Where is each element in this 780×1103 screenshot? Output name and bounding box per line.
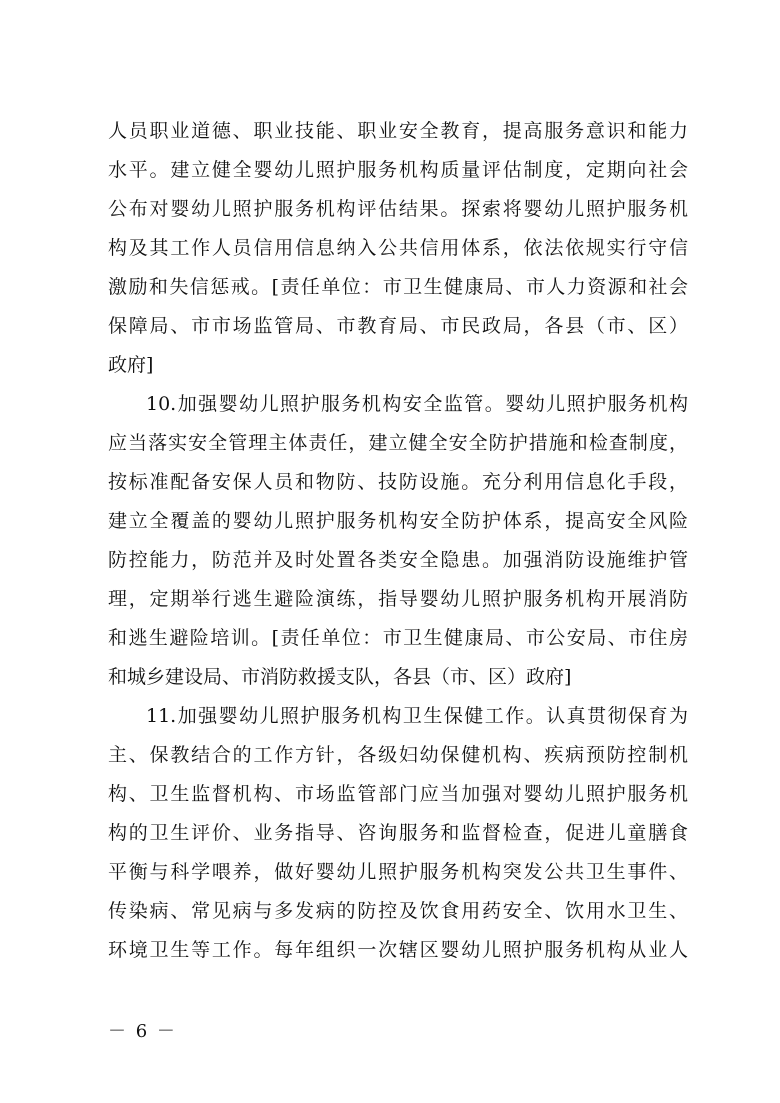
text-line: 环境卫生等工作。每年组织一次辖区婴幼儿照护服务机构从业人 xyxy=(108,939,688,961)
text-line: 公布对婴幼儿照护服务机构评估结果。探索将婴幼儿照护服务机 xyxy=(108,198,688,220)
text-line: 应当落实安全管理主体责任，建立健全安全防护措施和检查制度， xyxy=(108,432,688,454)
text-line: 11.加强婴幼儿照护服务机构卫生保健工作。认真贯彻保育为 xyxy=(146,705,688,727)
text-line: 理，定期举行逃生避险演练，指导婴幼儿照护服务机构开展消防 xyxy=(108,588,688,610)
text-line: 水平。建立健全婴幼儿照护服务机构质量评估制度，定期向社会 xyxy=(108,159,688,181)
text-line: 和逃生避险培训。[责任单位：市卫生健康局、市公安局、市住房 xyxy=(108,627,688,649)
text-line: 和城乡建设局、市消防救援支队，各县（市、区）政府] xyxy=(108,666,572,688)
text-line: 人员职业道德、职业技能、职业安全教育，提高服务意识和能力 xyxy=(108,120,688,142)
text-line: 建立全覆盖的婴幼儿照护服务机构安全防护体系，提高安全风险 xyxy=(108,510,688,532)
text-line: 构、卫生监督机构、市场监管部门应当加强对婴幼儿照护服务机 xyxy=(108,783,688,805)
paragraph xyxy=(108,697,688,970)
text-line: 构的卫生评价、业务指导、咨询服务和监督检查，促进儿童膳食 xyxy=(108,822,688,844)
text-line: 传染病、常见病与多发病的防控及饮食用药安全、饮用水卫生、 xyxy=(108,900,688,922)
page-number: － 6 － xyxy=(108,1021,177,1042)
paragraph xyxy=(108,112,688,385)
text-line: 激励和失信惩戒。[责任单位：市卫生健康局、市人力资源和社会 xyxy=(108,276,688,298)
paragraph xyxy=(108,385,688,697)
text-line: 平衡与科学喂养，做好婴幼儿照护服务机构突发公共卫生事件、 xyxy=(108,861,688,883)
text-line: 按标准配备安保人员和物防、技防设施。充分利用信息化手段， xyxy=(108,471,688,493)
document-body xyxy=(108,112,688,970)
text-line: 防控能力，防范并及时处置各类安全隐患。加强消防设施维护管 xyxy=(108,549,688,571)
text-line: 政府] xyxy=(108,354,154,376)
text-line: 保障局、市市场监管局、市教育局、市民政局，各县（市、区） xyxy=(108,315,688,337)
text-line: 10.加强婴幼儿照护服务机构安全监管。婴幼儿照护服务机构 xyxy=(146,393,688,415)
text-line: 构及其工作人员信用信息纳入公共信用体系，依法依规实行守信 xyxy=(108,237,688,259)
text-line: 主、保教结合的工作方针，各级妇幼保健机构、疾病预防控制机 xyxy=(108,744,688,766)
